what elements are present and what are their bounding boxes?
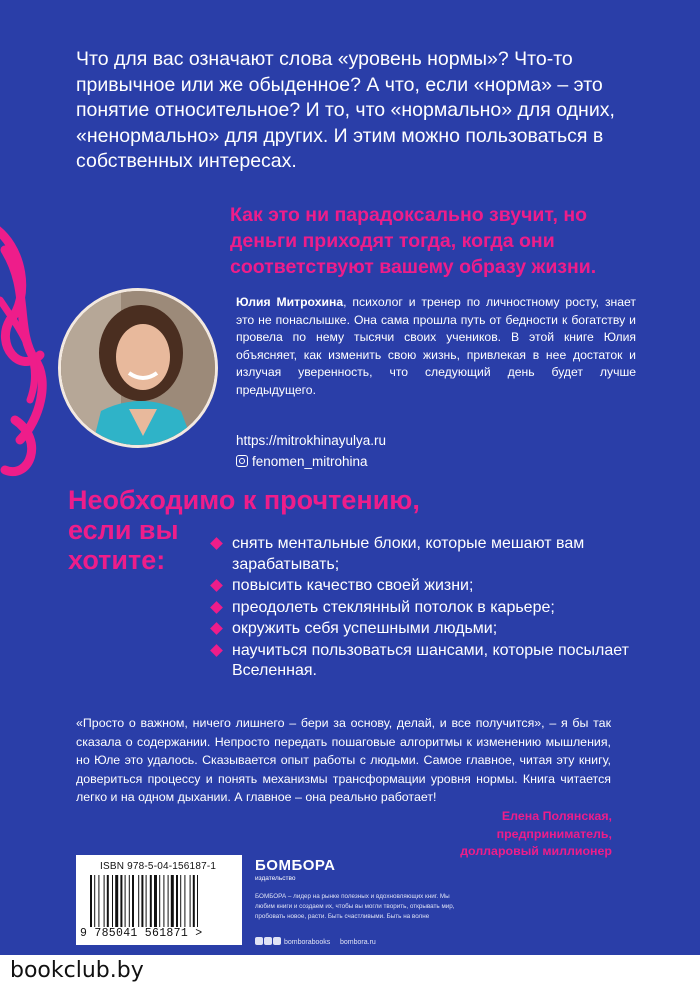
review-author-role-2: долларовый миллионер: [460, 844, 612, 858]
barcode-icon: [90, 875, 230, 927]
publisher-handle: bomborabooks: [283, 939, 331, 946]
author-bio: [236, 294, 636, 400]
instagram-link[interactable]: [236, 451, 386, 472]
publisher-site: bombora.ru: [340, 939, 376, 946]
vk-icon: [255, 937, 263, 945]
needs-list: [212, 534, 652, 683]
isbn-label: ISBN 978-5-04-156187-1: [100, 861, 217, 872]
highlight-quote: Как это ни парадоксально звучит, но деньги приходят тогда, когда они соответствуют вашему образу жизни.: [230, 204, 597, 278]
instagram-icon: [236, 455, 248, 467]
publisher-description: БОМБОРА – лидер на рынке полезных и вдохновляющих книг. Мы любим книги и создаем их, чтобы вы могли творить, открывать мир, пробовать новое, расти. Быть счастливыми. Быть на волне: [255, 893, 455, 920]
author-photo: [58, 288, 218, 448]
diamond-bullet-icon: [210, 622, 223, 635]
diamond-bullet-icon: [210, 601, 223, 614]
website-link[interactable]: https://mitrokhinayulya.ru: [236, 433, 387, 448]
diamond-bullet-icon: [210, 579, 223, 592]
list-item: повысить качество своей жизни;: [212, 576, 652, 597]
publisher-social: [255, 937, 376, 946]
list-item: окружить себя успешными людьми;: [212, 619, 652, 640]
diamond-bullet-icon: [210, 644, 223, 657]
review-author-role-1: предприниматель,: [496, 826, 612, 841]
list-item: преодолеть стеклянный потолок в карьере;: [212, 598, 652, 619]
publisher-subtitle: издательство: [255, 875, 296, 882]
diamond-bullet-icon: [210, 537, 223, 550]
intro-paragraph: Что для вас означают слова «уровень нормы»? Что-то привычное или же обыденное? А что, если «норма» – это понятие относительное? И то, что «нормально» для одних, «ненормально» для других. И этим можно пользоваться в собственных интересах.: [76, 48, 615, 172]
needs-heading-line-1: Необходимо к прочтению,: [68, 485, 420, 515]
youtube-icon: [264, 937, 272, 945]
list-item: снять ментальные блоки, которые мешают вам зарабатывать;: [212, 534, 652, 575]
publisher-logo: БОМБОРА: [255, 857, 336, 874]
needs-heading-line-3: хотите:: [68, 545, 166, 575]
list-item: научиться пользоваться шансами, которые посылает Вселенная.: [212, 641, 652, 682]
barcode-digits: 9 785041 561871 >: [80, 927, 203, 940]
instagram-icon: [273, 937, 281, 945]
barcode-panel: [76, 855, 242, 945]
review-author: [460, 808, 612, 861]
instagram-handle: fenomen_mitrohina: [252, 454, 368, 469]
needs-heading-line-2: если вы: [68, 515, 179, 545]
watermark-site: bookclub.by: [10, 958, 144, 983]
author-bio-text: , психолог и тренер по личностному росту, знает это не понаслышке. Она сама прошла путь от бедности к богатству и провела по нему тысячи своих учеников. В этой книге Юлия объясняет, как изменить свою жизнь, привлекая в нее достаток и излучая уверенность, что следующий день будет лучше предыдущего.: [236, 295, 636, 397]
author-links: [236, 430, 386, 472]
author-name: Юлия Митрохина: [236, 295, 344, 309]
review-author-name: Елена Полянская,: [501, 809, 612, 823]
review-text: «Просто о важном, ничего лишнего – бери за основу, делай, и все получится», – я бы так сказала о содержании. Непросто передать пошаговые алгоритмы к изменению мышления, но Юле это удалось. Сказывается опыт работы с людьми. Самое главное, читая эту книгу, довериться процессу и понять механизмы трансформации уровня нормы. Книга читается легко и на одном дыхании. А главное – она реально работает!: [76, 716, 611, 805]
